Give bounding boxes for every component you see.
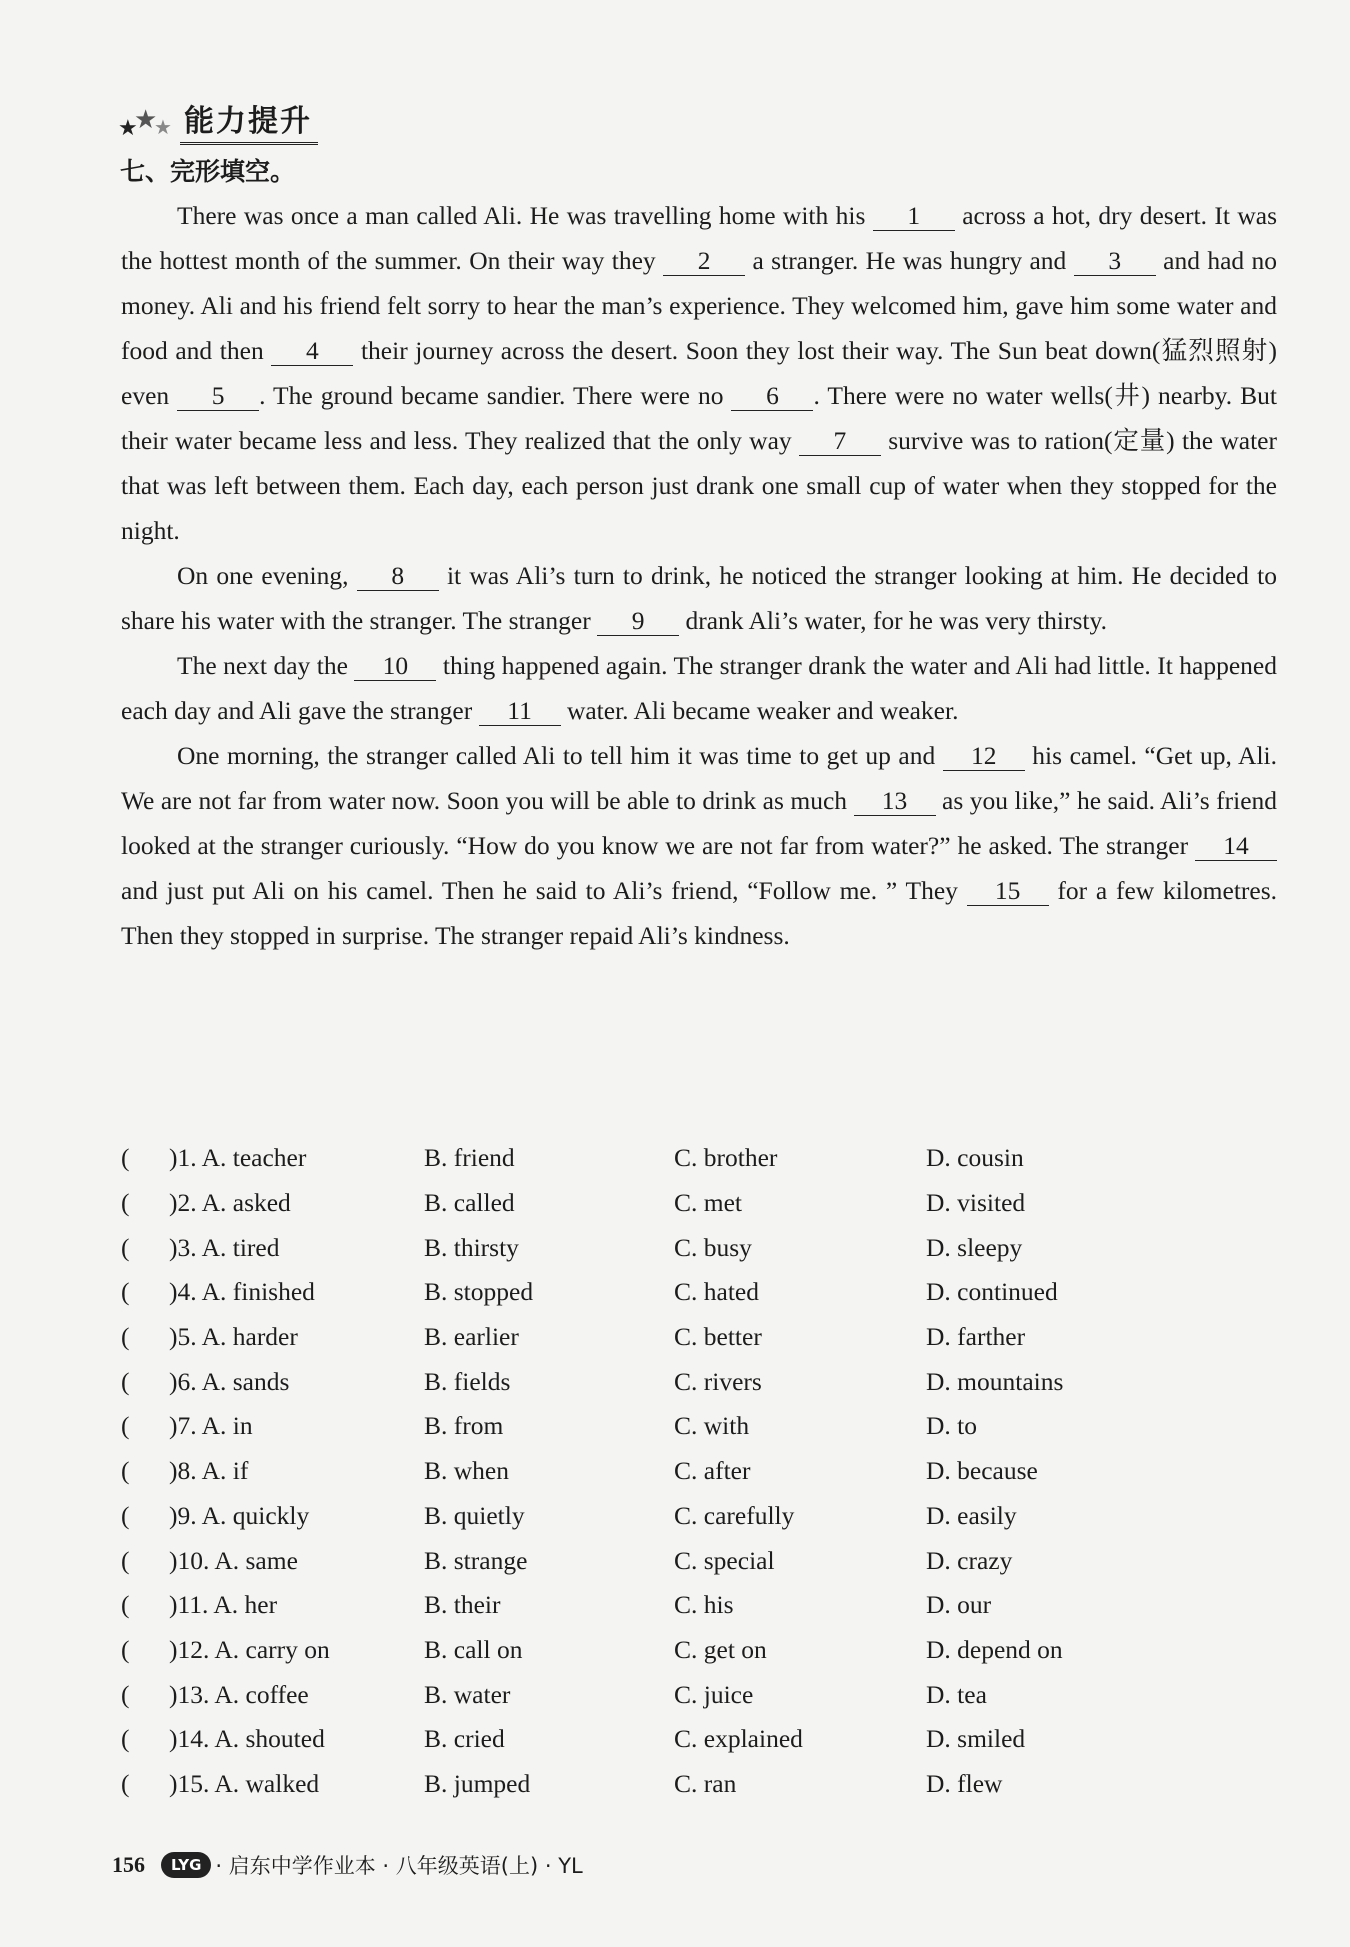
passage-text: as you like,” he said. Ali’s friend looked at the stranger curiously. “How do you know we are not far from water?” he asked. The stranger: [121, 786, 1278, 860]
option-row: [121, 1449, 1277, 1494]
option-d: D. flew: [926, 1768, 1003, 1798]
option-a: )2. A. asked: [169, 1188, 291, 1218]
option-b: B. friend: [424, 1143, 515, 1173]
answer-paren: (: [121, 1456, 130, 1486]
blank-1: 1: [873, 202, 955, 231]
blank-12: 12: [943, 742, 1025, 771]
answer-paren: (: [121, 1277, 130, 1307]
option-a: )12. A. carry on: [169, 1634, 330, 1664]
option-b: B. their: [424, 1590, 501, 1620]
option-a: )3. A. tired: [169, 1232, 280, 1262]
answer-paren: (: [121, 1366, 130, 1396]
option-c: C. his: [674, 1590, 734, 1620]
option-c: C. explained: [674, 1724, 803, 1754]
option-d: D. mountains: [926, 1366, 1064, 1396]
option-c: C. carefully: [674, 1500, 795, 1530]
blank-3: 3: [1074, 247, 1156, 276]
option-row: [121, 1494, 1277, 1539]
passage-text: drank Ali’s water, for he was very thirsty.: [685, 606, 1107, 635]
option-row: [121, 1404, 1277, 1449]
blank-4: 4: [271, 337, 353, 366]
option-row: [121, 1225, 1277, 1270]
answer-paren: (: [121, 1322, 130, 1352]
blank-2: 2: [663, 247, 745, 276]
book-title: · 启东中学作业本 · 八年级英语(上) · YL: [215, 1854, 583, 1878]
blank-9: 9: [597, 607, 679, 636]
option-row: [121, 1672, 1277, 1717]
option-b: B. fields: [424, 1366, 511, 1396]
passage-text: The next day the: [177, 651, 348, 680]
option-b: B. thirsty: [424, 1232, 519, 1262]
option-d: D. tea: [926, 1679, 987, 1709]
answer-paren: (: [121, 1545, 130, 1575]
blank-13: 13: [854, 787, 936, 816]
option-a: )8. A. if: [169, 1456, 249, 1486]
option-row: [121, 1359, 1277, 1404]
option-c: C. busy: [674, 1232, 752, 1262]
option-d: D. to: [926, 1411, 977, 1441]
option-c: C. brother: [674, 1143, 778, 1173]
answer-paren: (: [121, 1768, 130, 1798]
option-row: [121, 1270, 1277, 1315]
passage-text: for a few kilometres. Then they stopped in surprise. The stranger repaid Ali’s kindness.: [121, 876, 1278, 950]
option-c: C. after: [674, 1456, 751, 1486]
option-a: )11. A. her: [169, 1590, 278, 1620]
option-c: C. rivers: [674, 1366, 762, 1396]
option-a: )6. A. sands: [169, 1366, 290, 1396]
option-c: C. hated: [674, 1277, 759, 1307]
option-b: B. quietly: [424, 1500, 525, 1530]
answer-paren: (: [121, 1188, 130, 1218]
blank-6: 6: [731, 382, 813, 411]
option-c: C. better: [674, 1322, 762, 1352]
option-a: )4. A. finished: [169, 1277, 315, 1307]
blank-8: 8: [357, 562, 439, 591]
passage-text: On one evening,: [177, 561, 349, 590]
passage-text: his camel. “Get up, Ali. We are not far from water now. Soon you will be able to drink as much: [121, 741, 1278, 815]
option-a: )13. A. coffee: [169, 1679, 309, 1709]
answer-paren: (: [121, 1143, 130, 1173]
answer-paren: (: [121, 1590, 130, 1620]
option-c: C. get on: [674, 1634, 767, 1664]
passage-text: water. Ali became weaker and weaker.: [566, 696, 959, 725]
option-d: D. smiled: [926, 1724, 1026, 1754]
passage-text: a stranger. He was hungry and: [752, 246, 1067, 275]
option-b: B. from: [424, 1411, 504, 1441]
option-row: [121, 1583, 1277, 1628]
option-c: C. special: [674, 1545, 775, 1575]
passage-text: and had no money. Ali and his friend felt sorry to hear the man’s experience. They welcomed him, gave him some water and food and then: [121, 246, 1278, 365]
passage-text: One morning, the stranger called Ali to tell him it was time to get up and: [177, 741, 936, 770]
option-c: C. met: [674, 1188, 742, 1218]
option-d: D. cousin: [926, 1143, 1024, 1173]
passage-text: their journey across the desert. Soon they lost their way. The Sun beat down(猛烈照射) even: [121, 336, 1278, 410]
paragraph-2: [121, 553, 1277, 643]
option-a: )9. A. quickly: [169, 1500, 310, 1530]
paragraph-1: [121, 193, 1277, 553]
cloze-passage: [121, 193, 1277, 958]
passage-text: . There were no water wells(井) nearby. But their water became less and less. They realized that the only way: [121, 381, 1277, 455]
option-a: )5. A. harder: [169, 1322, 298, 1352]
paragraph-3: [121, 643, 1277, 733]
option-row: [121, 1181, 1277, 1226]
answer-paren: (: [121, 1724, 130, 1754]
section-title: 七、完形填空。: [120, 157, 296, 186]
answer-paren: (: [121, 1411, 130, 1441]
answer-options: [121, 1136, 1277, 1806]
option-row: [121, 1538, 1277, 1583]
option-b: B. jumped: [424, 1768, 531, 1798]
option-d: D. easily: [926, 1500, 1017, 1530]
passage-text: . The ground became sandier. There were no: [259, 381, 724, 410]
paragraph-4: [121, 733, 1277, 958]
blank-15: 15: [967, 877, 1049, 906]
page-footer: [112, 1850, 583, 1880]
passage-text: There was once a man called Ali. He was travelling home with his: [177, 201, 866, 230]
passage-text: survive was to ration(定量) the water that was left between them. Each day, each person just drank one small cup of water when they stopped for the night.: [121, 426, 1277, 545]
option-a: )7. A. in: [169, 1411, 253, 1441]
answer-paren: (: [121, 1232, 130, 1262]
answer-paren: (: [121, 1500, 130, 1530]
blank-11: 11: [479, 697, 561, 726]
blank-14: 14: [1195, 832, 1277, 861]
option-b: B. called: [424, 1188, 515, 1218]
header-title: 能力提升: [180, 96, 318, 145]
blank-7: 7: [799, 427, 881, 456]
passage-text: it was Ali’s turn to drink, he noticed the stranger looking at him. He decided to share his water with the stranger. The stranger: [121, 561, 1277, 635]
option-b: B. strange: [424, 1545, 528, 1575]
section-header: [118, 96, 318, 145]
blank-5: 5: [177, 382, 259, 411]
option-row: [121, 1762, 1277, 1807]
option-c: C. ran: [674, 1768, 737, 1798]
option-d: D. continued: [926, 1277, 1058, 1307]
option-d: D. because: [926, 1456, 1038, 1486]
option-b: B. earlier: [424, 1322, 519, 1352]
option-c: C. with: [674, 1411, 750, 1441]
option-a: )14. A. shouted: [169, 1724, 325, 1754]
blank-10: 10: [354, 652, 436, 681]
option-row: [121, 1628, 1277, 1673]
publisher-logo: LYG: [161, 1852, 211, 1878]
option-b: B. stopped: [424, 1277, 534, 1307]
option-d: D. crazy: [926, 1545, 1013, 1575]
option-c: C. juice: [674, 1679, 754, 1709]
option-a: )15. A. walked: [169, 1768, 320, 1798]
option-d: D. farther: [926, 1322, 1026, 1352]
option-b: B. when: [424, 1456, 509, 1486]
option-row: [121, 1315, 1277, 1360]
answer-paren: (: [121, 1634, 130, 1664]
option-d: D. our: [926, 1590, 992, 1620]
passage-text: thing happened again. The stranger drank the water and Ali had little. It happened each day and Ali gave the stranger: [121, 651, 1277, 725]
option-d: D. visited: [926, 1188, 1026, 1218]
option-b: B. water: [424, 1679, 511, 1709]
passage-text: across a hot, dry desert. It was the hottest month of the summer. On their way they: [121, 201, 1278, 275]
option-a: )1. A. teacher: [169, 1143, 307, 1173]
option-b: B. call on: [424, 1634, 523, 1664]
option-row: [121, 1136, 1277, 1181]
option-a: )10. A. same: [169, 1545, 298, 1575]
option-row: [121, 1717, 1277, 1762]
option-d: D. depend on: [926, 1634, 1063, 1664]
option-d: D. sleepy: [926, 1232, 1023, 1262]
stars-icon: ★ ★ ★: [118, 104, 172, 140]
option-b: B. cried: [424, 1724, 505, 1754]
answer-paren: (: [121, 1679, 130, 1709]
passage-text: and just put Ali on his camel. Then he said to Ali’s friend, “Follow me. ” They: [121, 876, 958, 905]
page-number: 156: [112, 1852, 145, 1877]
